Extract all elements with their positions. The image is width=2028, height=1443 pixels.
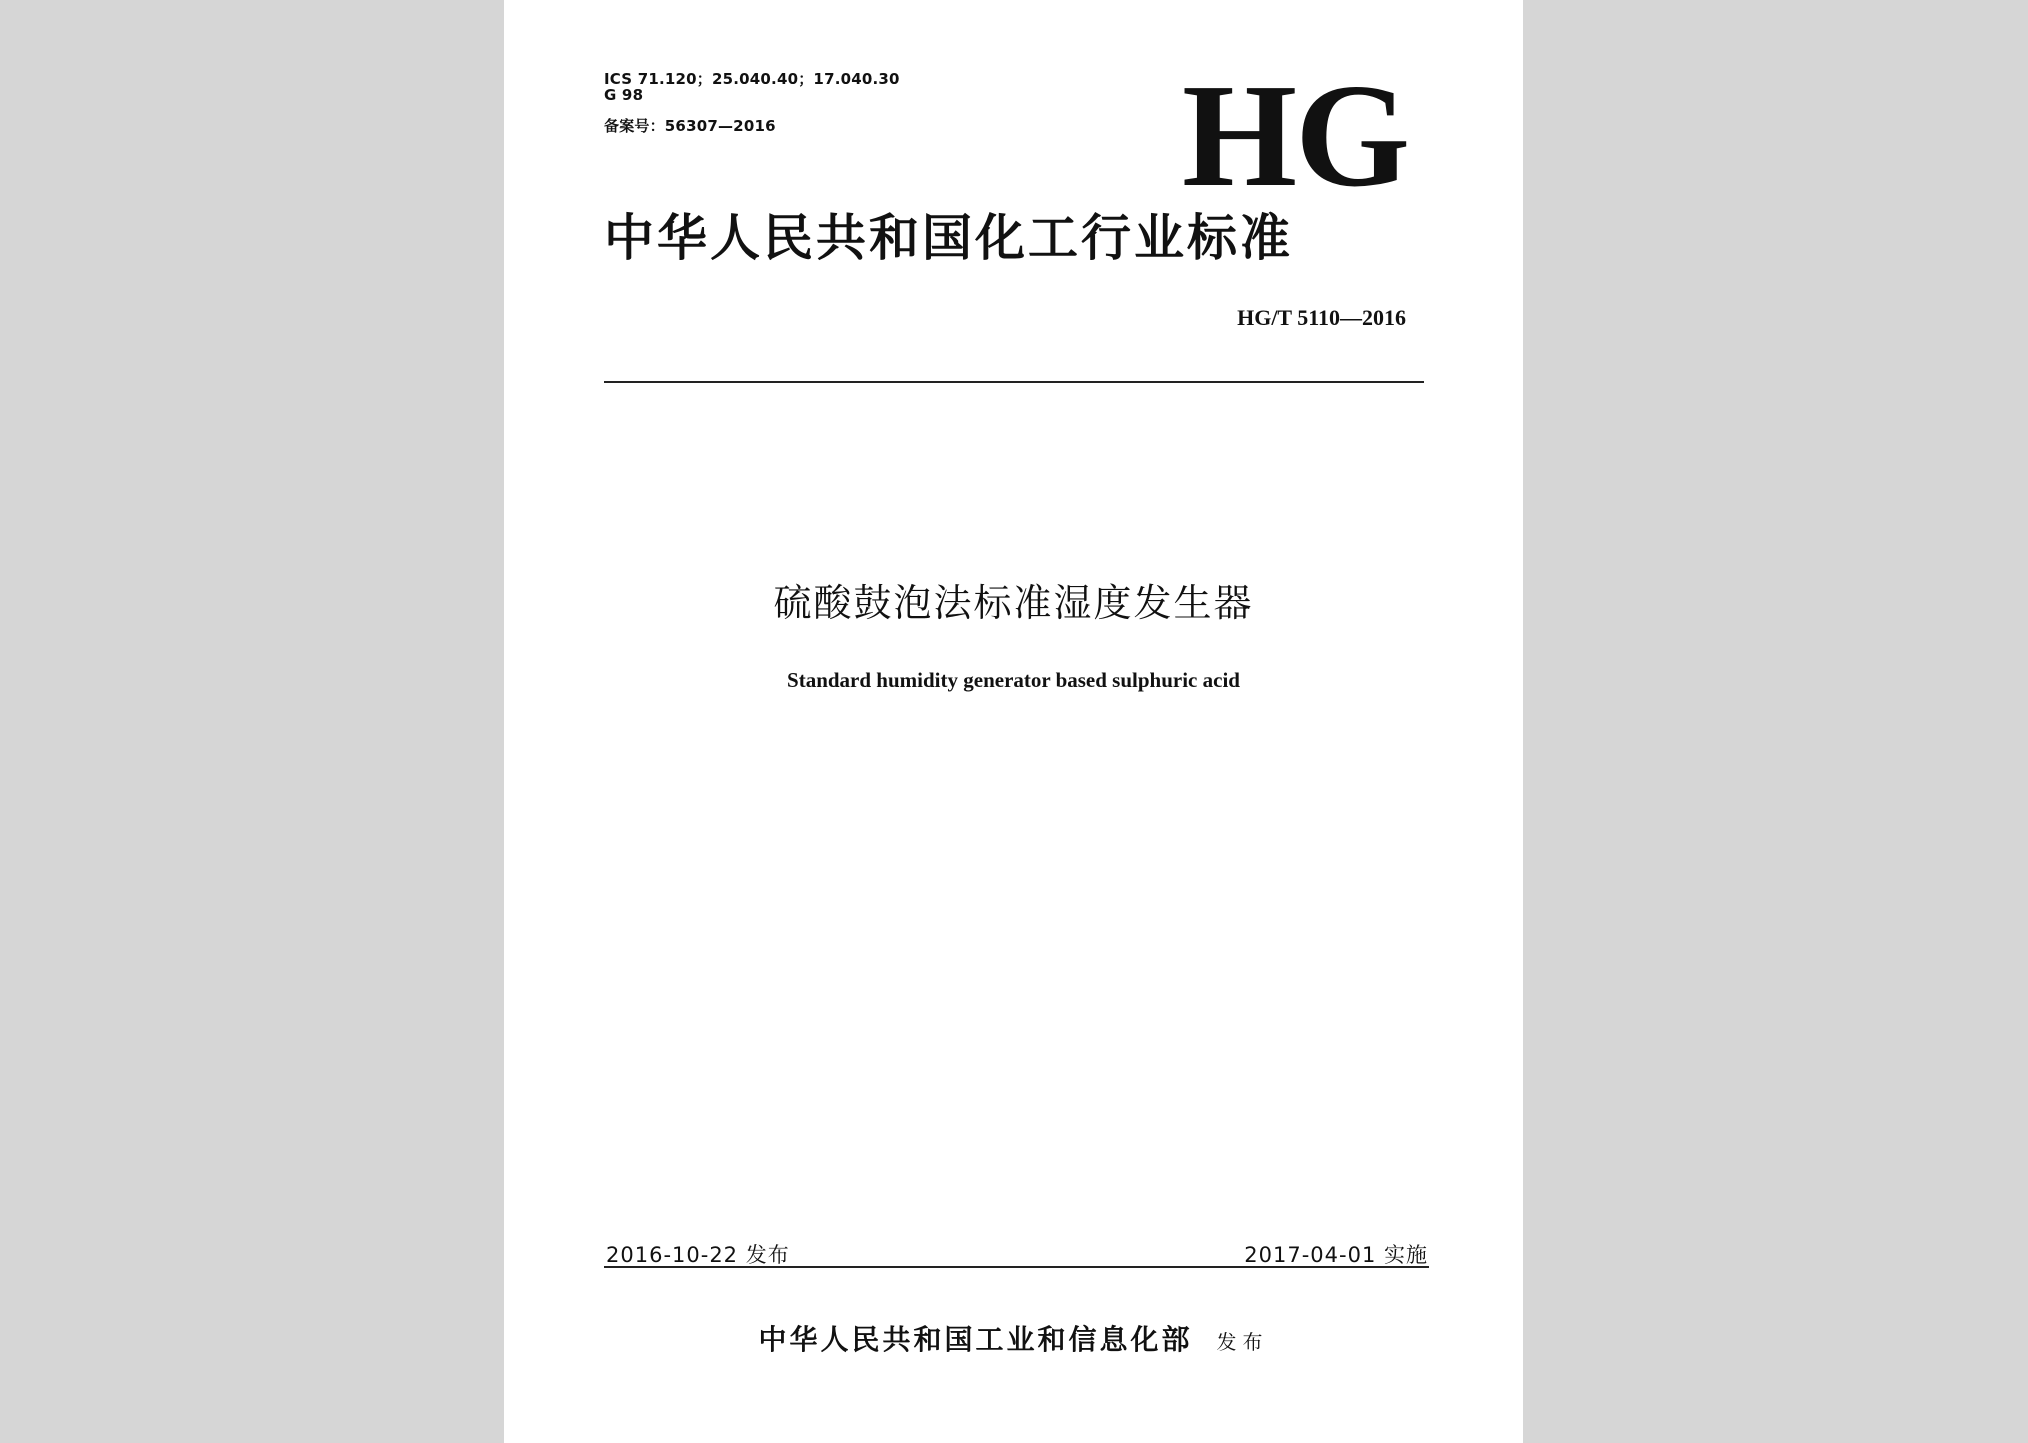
hg-logo: HG [1182, 54, 1409, 218]
record-number: 备案号：56307—2016 [604, 117, 776, 135]
issue-date: 2016-10-22 发布 [606, 1243, 790, 1267]
footer-divider [604, 1266, 1429, 1268]
ccs-code: G 98 [604, 86, 644, 104]
issuer-action: 发布 [1216, 1330, 1269, 1354]
issuer-name: 中华人民共和国工业和信息化部 [758, 1323, 1193, 1356]
header-divider [604, 381, 1424, 383]
standard-number: HG/T 5110—2016 [1237, 305, 1406, 330]
issuer [504, 1318, 1523, 1358]
standard-class-heading: 中华人民共和国化工行业标准 [604, 209, 1293, 267]
ics-code: ICS 71.120；25.040.40；17.040.30 [604, 70, 900, 88]
document-title-cn: 硫酸鼓泡法标准湿度发生器 [773, 581, 1254, 625]
document-page [504, 0, 1523, 1443]
document-title-en: Standard humidity generator based sulphuric acid [787, 668, 1240, 692]
implementation-date: 2017-04-01 实施 [1244, 1243, 1428, 1267]
